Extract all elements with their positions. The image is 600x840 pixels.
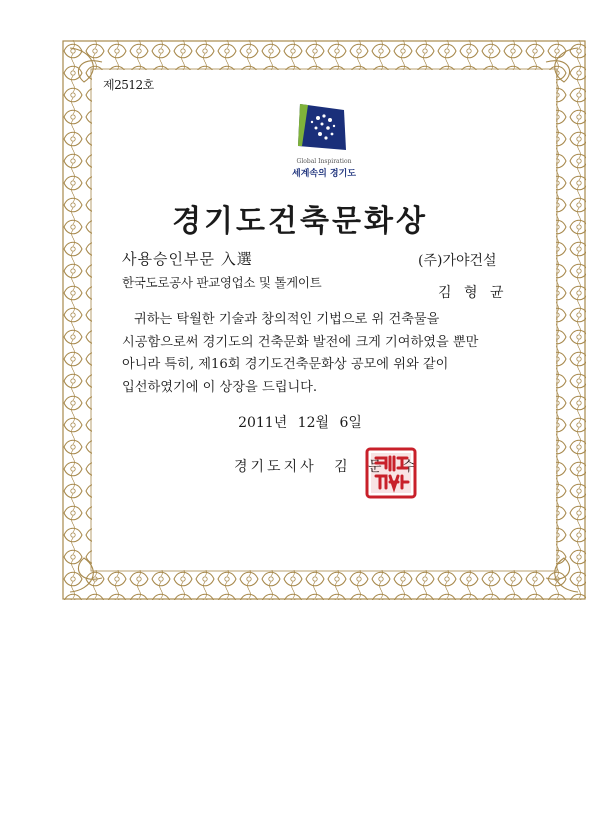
logo-name: 세계속의 경기도 xyxy=(292,169,356,179)
logo-emblem-icon xyxy=(284,100,364,158)
representative-name: 김 형 균 xyxy=(438,285,508,301)
official-seal-icon xyxy=(364,446,418,500)
certificate-title: 경기도건축문화상 xyxy=(172,204,428,239)
gyeonggi-logo xyxy=(284,100,364,188)
project-name: 한국도로공사 판교영업소 및 톨게이트 xyxy=(122,275,322,290)
award-date: 2011년 12월 6일 xyxy=(238,415,362,431)
citation-text: 귀하는 탁월한 기술과 창의적인 기법으로 위 건축물을 시공함으로써 경기도의 건축문화 발전에 크게 기여하였을 뿐만 아니라 특히, 제16회 경기도건축문화상 공모에 위와 같이 입선하였기에 이 상장을 드립니다. xyxy=(122,312,479,395)
award-category: 사용승인부문 入選 xyxy=(122,250,253,268)
logo-tagline: Global Inspiration xyxy=(296,158,352,165)
certificate-number: 제2512호 xyxy=(103,78,154,92)
company-name: (주)가야건설 xyxy=(418,253,497,269)
issuer-name: 경기도지사 김 문 수 xyxy=(234,459,419,475)
